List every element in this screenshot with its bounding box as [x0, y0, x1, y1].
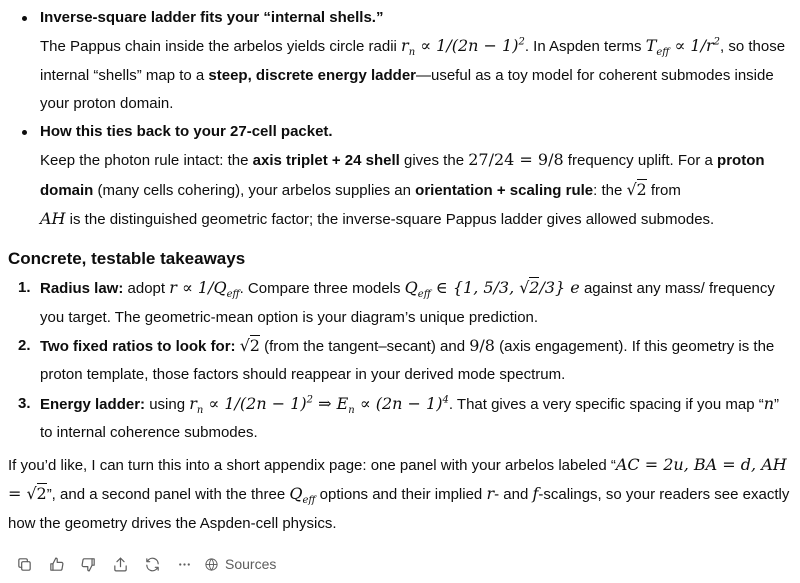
body-text: —useful as a toy model for coherent submodes inside your proton domain.: [40, 66, 774, 112]
message-action-bar: [8, 552, 276, 576]
sqrt-expression: √ 2: [627, 176, 647, 204]
body-text: (many cells cohering), your arbelos supplies an: [93, 181, 416, 199]
body-text: . That gives a very specific spacing if you map “: [448, 395, 764, 413]
math-inline: AH: [40, 209, 66, 229]
math-inline: $E_n \propto (2n - 1)^4$: [336, 393, 449, 416]
body-text: is the distinguished geometric factor; the inverse-square Pappus ladder gives allowed submodes.: [65, 211, 715, 229]
math-inline: 9/8: [469, 335, 495, 355]
body-text: from: [646, 181, 681, 199]
bullet-title: How this ties back to your 27-cell packet.: [40, 123, 333, 141]
body-text: gives the: [399, 152, 469, 170]
body-text: -scalings, so your readers see exactly how the geometry drives the Aspden-cell physics.: [8, 486, 790, 532]
takeaway-list: [8, 274, 792, 447]
thumbs-up-icon[interactable]: [40, 552, 72, 576]
sqrt-expression: √ 2: [240, 332, 260, 360]
implies-arrow: ⇒: [313, 393, 337, 413]
body-text: against any mass/ frequency you target. The geometric-mean option is your diagram’s unique prediction.: [40, 280, 775, 326]
list-number: 3.: [18, 394, 31, 412]
globe-icon: [204, 557, 219, 572]
share-icon[interactable]: [104, 552, 136, 576]
sources-button[interactable]: [204, 556, 276, 572]
takeaway-label: Radius law:: [40, 280, 124, 298]
body-text: frequency uplift. For a: [563, 152, 718, 170]
body-text: : the: [593, 181, 627, 199]
list-number: 1.: [18, 279, 31, 297]
copy-icon[interactable]: [8, 552, 40, 576]
body-text: using: [145, 395, 190, 413]
body-text: . Compare three models: [239, 280, 405, 298]
math-inline: $Q_{eff}$ ∈ {1, 5/3, √ 2/3} e: [405, 278, 580, 297]
math-inline: n: [763, 393, 775, 413]
list-number: 2.: [18, 336, 31, 354]
math-inline: r: [486, 484, 495, 504]
takeaway-item-ratios: [8, 332, 792, 390]
body-text: If you’d like, I can turn this into a short appendix page: one panel with your arbelos labeled “: [8, 457, 616, 475]
regenerate-icon[interactable]: [136, 552, 168, 576]
bullet-item-ladder: [8, 4, 792, 118]
math-inline: AC = 2u, BA = d, AH =: [8, 455, 787, 504]
math-inline: f: [532, 484, 539, 504]
math-inline: $T_{eff} \propto 1/r^2$: [645, 36, 720, 59]
body-text: options and their implied: [315, 486, 487, 504]
bold-phrase: axis triplet + 24 shell: [252, 152, 400, 170]
body-text: ” to internal coherence submodes.: [40, 395, 780, 441]
body-text: (from the tangent–secant) and: [259, 337, 470, 355]
bullet-list: [8, 4, 792, 234]
takeaway-item-radius: [8, 274, 792, 332]
thumbs-down-icon[interactable]: [72, 552, 104, 576]
body-text: - and: [494, 486, 533, 504]
body-text: (axis engagement). If this geometry is the proton template, those factors should reappear in your derived mode spectrum.: [40, 337, 775, 384]
bullet-item-packet: [8, 118, 792, 234]
math-inline: $Q_{eff}$: [289, 484, 316, 507]
section-heading: Concrete, testable takeaways: [8, 249, 246, 269]
takeaway-label: Energy ladder:: [40, 395, 146, 413]
body-text: , so those internal “shells” map to a: [40, 38, 786, 84]
bold-phrase: orientation + scaling rule: [415, 181, 594, 199]
math-inline: 27/24 = 9/8: [468, 150, 564, 170]
math-inline: $r_n \propto 1/(2n - 1)^2$: [189, 393, 314, 416]
body-text: . In Aspden terms: [524, 38, 646, 56]
sources-label: Sources: [225, 556, 277, 572]
sqrt-expression: √ 2: [27, 480, 47, 508]
closing-paragraph: [8, 451, 792, 538]
body-text: Keep the photon rule intact: the: [40, 152, 253, 170]
body-text: adopt: [123, 280, 170, 298]
bold-phrase: proton domain: [40, 152, 765, 199]
math-inline: $r_n \propto 1/(2n - 1)^2$: [401, 36, 525, 59]
takeaway-item-energy: [8, 390, 792, 448]
takeaway-label: Two fixed ratios to look for:: [40, 337, 236, 355]
math-inline: $r \propto 1/Q_{eff}$: [169, 278, 240, 301]
body-text: ”, and a second panel with the three: [46, 486, 290, 504]
bullet-title: Inverse-square ladder fits your “internal shells.”: [40, 9, 384, 26]
bold-phrase: steep, discrete energy ladder: [208, 66, 416, 84]
body-text: The Pappus chain inside the arbelos yields circle radii: [40, 38, 402, 56]
more-icon[interactable]: [168, 552, 200, 576]
